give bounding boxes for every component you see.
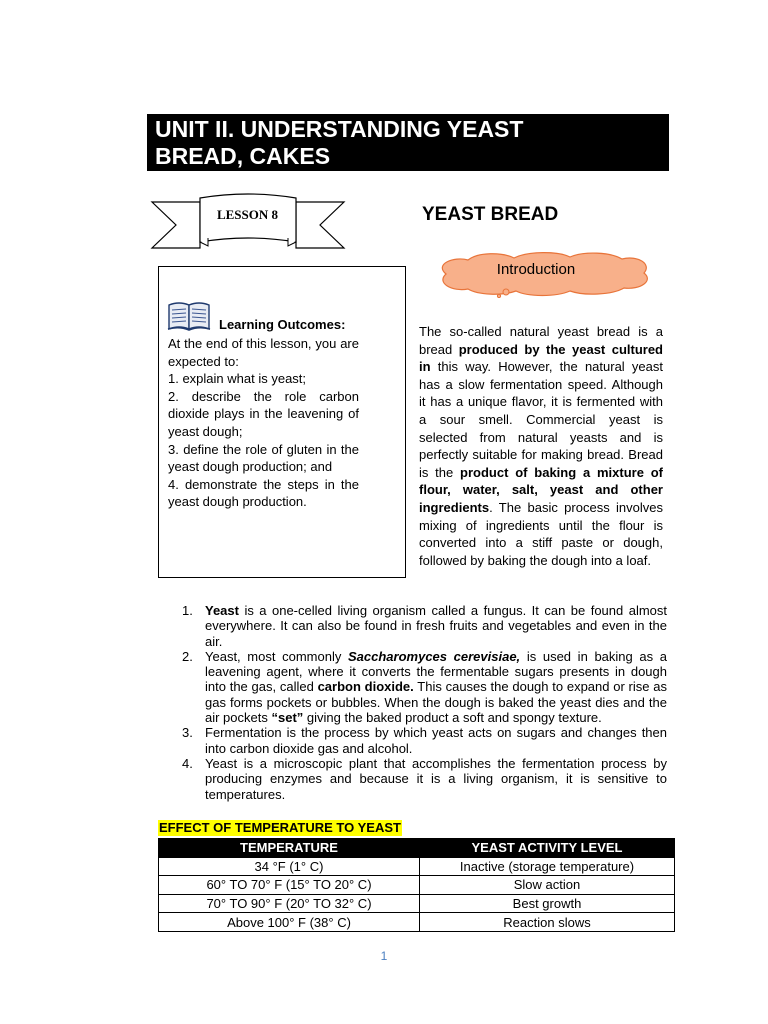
list-text-bold: Yeast xyxy=(205,603,239,618)
learning-outcomes-title: Learning Outcomes: xyxy=(219,317,346,332)
intro-text: this way. However, the natural yeast has a slow fermentation speed. Although it has a unique flavor, it is fermented with a sour smell. Commercial yeast is selected from natural yeasts and is perfectly suitable for making bread. Bread is the xyxy=(419,359,663,480)
table-cell: Slow action xyxy=(420,876,675,895)
outcome-item: 4. demonstrate the steps in the yeast dough production. xyxy=(168,476,359,510)
learning-outcomes-text xyxy=(168,335,359,511)
column-header-activity: YEAST ACTIVITY LEVEL xyxy=(420,839,675,858)
unit-title xyxy=(147,114,669,171)
list-text-bold-italic: Saccharomyces cerevisiae, xyxy=(348,648,521,664)
outcome-item: 3. define the role of gluten in the yeast dough production; and xyxy=(168,441,359,475)
list-number: 3. xyxy=(182,725,193,741)
list-text: giving the baked product a soft and spongy texture. xyxy=(303,710,602,726)
unit-title-line-2: BREAD, CAKES xyxy=(155,143,331,169)
list-item xyxy=(182,725,667,756)
outcomes-intro: At the end of this lesson, you are expected to: xyxy=(168,336,359,369)
outcome-item: 1. explain what is yeast; xyxy=(168,371,307,387)
introduction-paragraph xyxy=(419,323,663,594)
list-text: Yeast is a microscopic plant that accomplishes the fermentation process by producing enzymes and because it is a living organism, it is sensitive to temperatures. xyxy=(205,755,667,802)
list-text-bold: “set” xyxy=(271,710,304,726)
table-cell: 60° TO 70° F (15° TO 20° C) xyxy=(159,876,420,895)
table-cell: Above 100° F (38° C) xyxy=(159,913,420,932)
list-item xyxy=(182,755,667,802)
yeast-facts-list xyxy=(182,603,667,802)
table-cell: Best growth xyxy=(420,894,675,913)
effect-of-temperature-heading: EFFECT OF TEMPERATURE TO YEAST xyxy=(159,820,401,835)
table-cell: Reaction slows xyxy=(420,913,675,932)
table-row xyxy=(159,894,675,913)
list-text: Fermentation is the process by which yeast acts on sugars and changes then into carbon dioxide gas and alcohol. xyxy=(205,725,667,756)
list-item xyxy=(182,603,667,649)
page-number: 1 xyxy=(380,949,388,963)
list-text: This causes the dough to expand or rise as gas forms pockets or bubbles. When the dough is baked the yeast dies and the air pockets xyxy=(205,679,667,726)
column-header-temperature: TEMPERATURE xyxy=(159,839,420,858)
intro-text: . The basic process involves mixing of ingredients until the flour is converted into a stiff paste or dough, followed by baking the dough into a loaf. xyxy=(419,499,663,568)
intro-text-bold: produced by the yeast cultured in xyxy=(419,341,663,375)
list-number: 1. xyxy=(182,603,193,618)
intro-text: The so-called natural yeast bread is a bread xyxy=(419,324,663,357)
table-row xyxy=(159,913,675,932)
introduction-label: Introduction xyxy=(496,261,576,278)
list-text: is a one-celled living organism called a fungus. It can be found almost everywhere. It can also be found in fresh fruits and vegetables and even in the air. xyxy=(205,603,667,649)
table-header-row xyxy=(159,839,675,858)
list-number: 2. xyxy=(182,648,193,664)
temperature-table xyxy=(158,838,675,932)
list-number: 4. xyxy=(182,755,193,771)
intro-text-bold: product of baking a mixture of flour, water, salt, yeast and other ingredients xyxy=(419,464,663,515)
table-cell: Inactive (storage temperature) xyxy=(420,857,675,876)
list-text-bold: carbon dioxide. xyxy=(317,679,414,695)
table-row xyxy=(159,876,675,895)
list-item xyxy=(182,648,667,726)
table-cell: 34 °F (1° C) xyxy=(159,857,420,876)
outcome-item: 2. describe the role carbon dioxide plays in the leavening of yeast dough; xyxy=(168,388,359,439)
book-icon xyxy=(167,299,211,331)
list-text: Yeast, most commonly xyxy=(205,648,348,664)
lesson-label: LESSON 8 xyxy=(216,207,279,222)
lesson-heading: YEAST BREAD xyxy=(422,204,559,225)
list-text: is used in baking as a leavening agent, where it converts the fermentable sugars presents in dough into the gas, called xyxy=(205,648,667,695)
table-cell: 70° TO 90° F (20° TO 32° C) xyxy=(159,894,420,913)
unit-title-line-1: UNIT II. UNDERSTANDING YEAST xyxy=(155,116,524,142)
table-row xyxy=(159,857,675,876)
